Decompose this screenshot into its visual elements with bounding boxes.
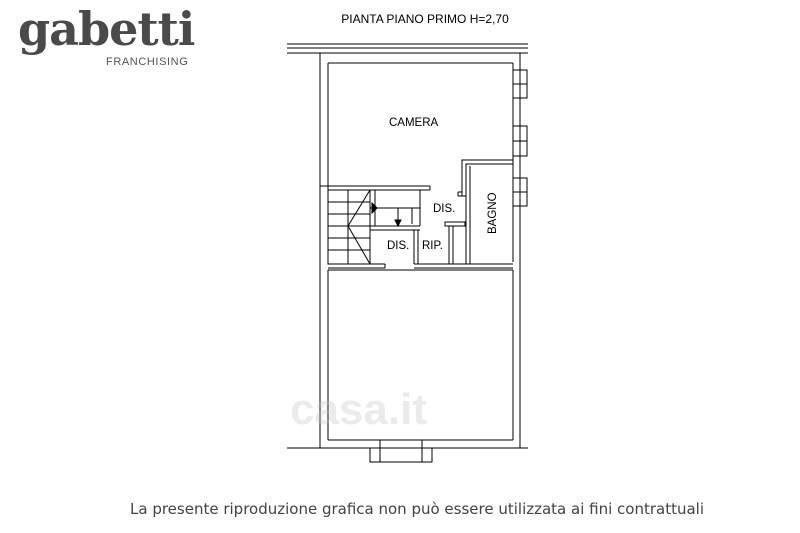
casa-watermark: casa.it — [290, 385, 427, 434]
interior-walls-lower — [370, 222, 465, 264]
room-label-camera: CAMERA — [389, 117, 439, 129]
top-balcony — [287, 44, 528, 53]
room-label-dis-lower: DIS. — [387, 240, 410, 252]
bottom-walls — [287, 440, 528, 462]
logo-subtitle: FRANCHISING — [106, 56, 189, 68]
room-label-dis-upper: DIS. — [433, 203, 456, 215]
logo-wordmark: gabetti — [18, 2, 195, 56]
staircase — [328, 190, 420, 264]
room-label-bagno: BAGNO — [487, 192, 499, 234]
floor-divider — [328, 264, 513, 270]
plan-title: PIANTA PIANO PRIMO H=2,70 — [341, 12, 509, 26]
disclaimer-text: La presente riproduzione grafica non può essere utilizzata ai fini contrattuali — [130, 500, 704, 518]
interior-walls-upper — [320, 160, 513, 264]
room-label-rip: RIP. — [422, 240, 443, 252]
